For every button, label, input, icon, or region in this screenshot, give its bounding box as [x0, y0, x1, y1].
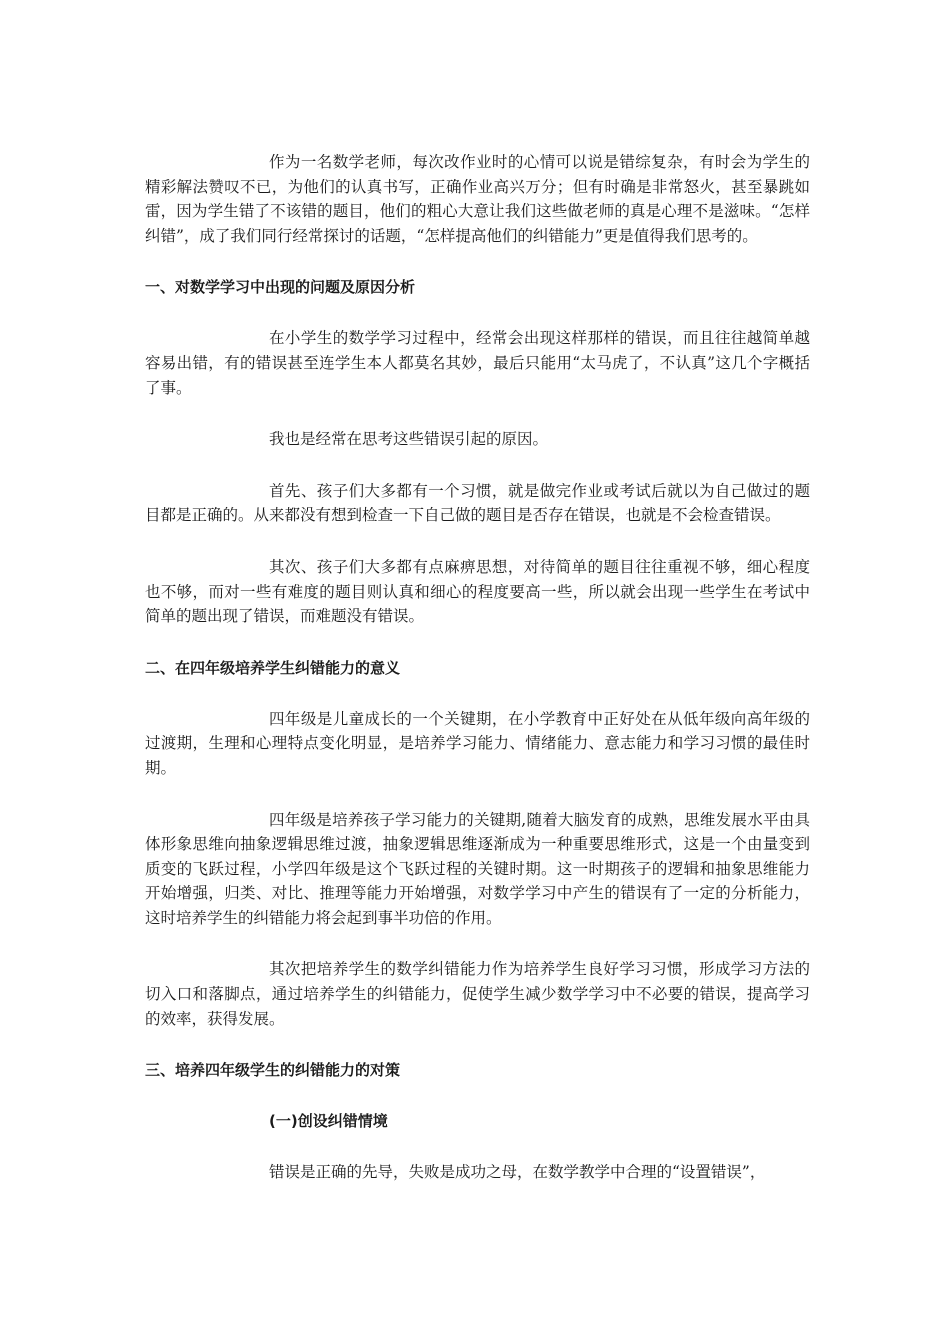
section-1-paragraph-1: 在小学生的数学学习过程中，经常会出现这样那样的错误，而且往往越简单越容易出错，有的错误甚至连学生本人都莫名其妙，最后只能用“太马虎了，不认真”这几个字概括了事。: [145, 329, 810, 397]
section-1-paragraph-4: 其次、孩子们大多都有点麻痹思想，对待简单的题目往往重视不够，细心程度也不够，而对一些有难度的题目则认真和细心的程度要高一些，所以就会出现一些学生在考试中简单的题出现了错误，而难题没有错误。: [145, 557, 810, 626]
section-2-paragraph-3: 其次把培养学生的数学纠错能力作为培养学生良好学习习惯，形成学习方法的切入口和落脚点，通过培养学生的纠错能力，促使学生减少数学学习中不必要的错误，提高学习的效率，获得发展。: [145, 960, 810, 1028]
section-1-paragraph-3: 首先、孩子们大多都有一个习惯，就是做完作业或考试后就以为自己做过的题目都是正确的。从来都没有想到检查一下自己做的题目是否存在错误，也就是不会检查错误。: [145, 481, 810, 525]
document-body: [145, 150, 810, 1212]
section-3-heading: 三、培养四年级学生的纠错能力的对策: [145, 1061, 401, 1080]
section-1-heading: 一、对数学学习中出现的问题及原因分析: [145, 278, 416, 297]
intro-paragraph: 作为一名数学老师，每次改作业时的心情可以说是错综复杂，有时会为学生的精彩解法赞叹不已，为他们的认真书写，正确作业高兴万分；但有时确是非常怒火，甚至暴跳如雷，因为学生错了不该错的题目，他们的粗心大意让我们这些做老师的真是心理不是滋味。“怎样纠错”，成了我们同行经常探讨的话题，“怎样提高他们的纠错能力”更是值得我们思考的。: [145, 153, 810, 245]
section-2-heading: 二、在四年级培养学生纠错能力的意义: [145, 658, 401, 677]
section-1-paragraph-2: 我也是经常在思考这些错误引起的原因。: [269, 430, 549, 449]
section-2-paragraph-2: 四年级是培养孩子学习能力的关键期,随着大脑发育的成熟，思维发展水平由具体形象思维向抽象逻辑思维过渡，抽象逻辑思维逐渐成为一种重要思维形式，这是一个由量变到质变的飞跃过程，小学四年级是这个飞跃过程的关键时期。这一时期孩子的逻辑和抽象思维能力开始增强，归类、对比、推理等能力开始增强，对数学学习中产生的错误有了一定的分析能力，这时培养学生的纠错能力将会起到事半功倍的作用。: [145, 810, 810, 927]
section-3-subheading: (一)创设纠错情境: [269, 1112, 388, 1131]
section-2-paragraph-1: 四年级是儿童成长的一个关键期，在小学教育中正好处在从低年级向高年级的过渡期，生理和心理特点变化明显，是培养学习能力、情绪能力、意志能力和学习习惯的最佳时期。: [145, 709, 810, 777]
section-3-paragraph-1: 错误是正确的先导，失败是成功之母，在数学教学中合理的“设置错误”，: [269, 1163, 766, 1182]
